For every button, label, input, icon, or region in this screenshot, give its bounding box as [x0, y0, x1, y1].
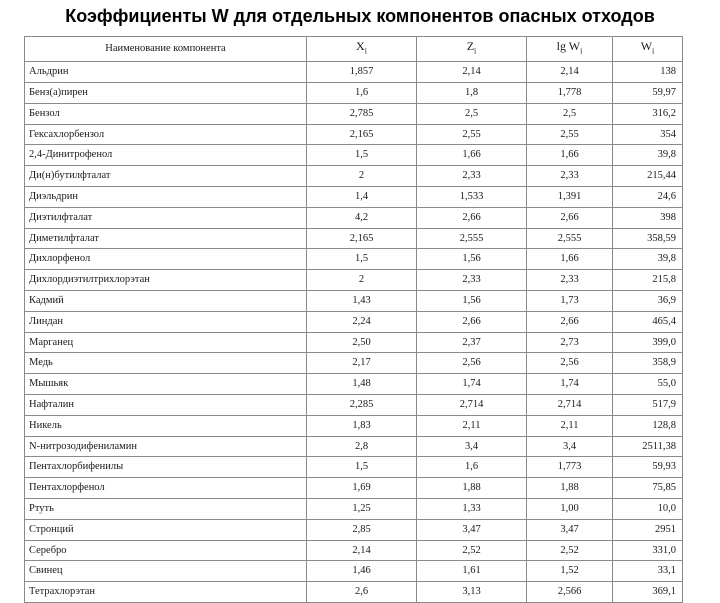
cell-z: 2,52: [417, 540, 527, 561]
table-row: [25, 457, 683, 478]
cell-x: 2,85: [307, 519, 417, 540]
table-row: [25, 290, 683, 311]
cell-w: 358,59: [613, 228, 683, 249]
cell-lgw: 1,00: [527, 498, 613, 519]
table-row: [25, 228, 683, 249]
cell-name: Гексахлорбензол: [25, 124, 307, 145]
cell-w: 55,0: [613, 374, 683, 395]
cell-name: Медь: [25, 353, 307, 374]
coefficients-table: [24, 36, 683, 603]
cell-lgw: 2,566: [527, 582, 613, 603]
cell-lgw: 3,4: [527, 436, 613, 457]
cell-w: 10,0: [613, 498, 683, 519]
cell-w: 24,6: [613, 186, 683, 207]
table-row: [25, 582, 683, 603]
cell-name: Линдан: [25, 311, 307, 332]
cell-name: Пентахлорфенол: [25, 478, 307, 499]
cell-w: 75,85: [613, 478, 683, 499]
cell-x: 2,6: [307, 582, 417, 603]
cell-lgw: 2,14: [527, 62, 613, 83]
cell-w: 59,97: [613, 82, 683, 103]
cell-z: 2,33: [417, 166, 527, 187]
table-row: [25, 270, 683, 291]
table-row: [25, 561, 683, 582]
cell-name: Нафталин: [25, 394, 307, 415]
cell-x: 2,8: [307, 436, 417, 457]
cell-z: 2,14: [417, 62, 527, 83]
cell-x: 1,48: [307, 374, 417, 395]
cell-z: 2,37: [417, 332, 527, 353]
column-header-x: $X_i$: [307, 37, 417, 62]
cell-z: 1,88: [417, 478, 527, 499]
cell-x: 2,50: [307, 332, 417, 353]
cell-name: Тетрахлорэтан: [25, 582, 307, 603]
cell-lgw: 2,714: [527, 394, 613, 415]
cell-lgw: 2,73: [527, 332, 613, 353]
cell-w: 354: [613, 124, 683, 145]
cell-x: 2,165: [307, 228, 417, 249]
cell-w: 2511,38: [613, 436, 683, 457]
table-row: [25, 519, 683, 540]
cell-lgw: 2,55: [527, 124, 613, 145]
cell-x: 1,4: [307, 186, 417, 207]
cell-lgw: 1,66: [527, 249, 613, 270]
cell-w: 398: [613, 207, 683, 228]
cell-lgw: 3,47: [527, 519, 613, 540]
cell-lgw: 1,74: [527, 374, 613, 395]
cell-x: 2,165: [307, 124, 417, 145]
cell-name: Никель: [25, 415, 307, 436]
cell-name: N-нитрозодифениламин: [25, 436, 307, 457]
cell-name: Бензол: [25, 103, 307, 124]
cell-x: 2: [307, 270, 417, 291]
cell-z: 3,47: [417, 519, 527, 540]
cell-name: Стронций: [25, 519, 307, 540]
cell-z: 2,5: [417, 103, 527, 124]
cell-z: 1,8: [417, 82, 527, 103]
column-header-z: $Z_i$: [417, 37, 527, 62]
cell-w: 215,44: [613, 166, 683, 187]
cell-w: 215,8: [613, 270, 683, 291]
cell-w: 33,1: [613, 561, 683, 582]
table-row: [25, 145, 683, 166]
cell-name: Кадмий: [25, 290, 307, 311]
cell-lgw: 1,88: [527, 478, 613, 499]
cell-z: 3,4: [417, 436, 527, 457]
cell-x: 1,69: [307, 478, 417, 499]
table-row: [25, 249, 683, 270]
cell-z: 1,61: [417, 561, 527, 582]
cell-z: 1,56: [417, 290, 527, 311]
cell-w: 465,4: [613, 311, 683, 332]
cell-name: Мышьяк: [25, 374, 307, 395]
cell-name: Диэтилфталат: [25, 207, 307, 228]
cell-lgw: 1,73: [527, 290, 613, 311]
table-row: [25, 540, 683, 561]
cell-lgw: 1,66: [527, 145, 613, 166]
table-row: [25, 374, 683, 395]
cell-lgw: 2,555: [527, 228, 613, 249]
cell-w: 399,0: [613, 332, 683, 353]
cell-x: 1,83: [307, 415, 417, 436]
cell-lgw: 1,391: [527, 186, 613, 207]
cell-x: 1,6: [307, 82, 417, 103]
table-row: [25, 62, 683, 83]
table-row: [25, 166, 683, 187]
cell-x: 1,25: [307, 498, 417, 519]
cell-x: 2,17: [307, 353, 417, 374]
table-row: [25, 394, 683, 415]
cell-lgw: 2,56: [527, 353, 613, 374]
cell-z: 1,66: [417, 145, 527, 166]
cell-z: 2,66: [417, 207, 527, 228]
table-row: [25, 311, 683, 332]
cell-x: 1,43: [307, 290, 417, 311]
cell-w: 138: [613, 62, 683, 83]
table-header-row: [25, 37, 683, 62]
cell-w: 36,9: [613, 290, 683, 311]
column-header-name: Наименование компонента: [25, 37, 307, 62]
cell-name: Марганец: [25, 332, 307, 353]
cell-z: 1,56: [417, 249, 527, 270]
cell-w: 39,8: [613, 145, 683, 166]
cell-name: Ди(н)бутилфталат: [25, 166, 307, 187]
cell-name: Диметилфталат: [25, 228, 307, 249]
table-row: [25, 103, 683, 124]
table-row: [25, 436, 683, 457]
cell-w: 39,8: [613, 249, 683, 270]
cell-x: 4,2: [307, 207, 417, 228]
cell-name: Пентахлорбифенилы: [25, 457, 307, 478]
cell-x: 1,857: [307, 62, 417, 83]
cell-w: 517,9: [613, 394, 683, 415]
cell-lgw: 1,778: [527, 82, 613, 103]
cell-w: 128,8: [613, 415, 683, 436]
cell-lgw: 1,773: [527, 457, 613, 478]
table-row: [25, 186, 683, 207]
cell-lgw: 2,33: [527, 270, 613, 291]
cell-name: Дихлордиэтилтрихлорэтан: [25, 270, 307, 291]
cell-name: 2,4-Динитрофенол: [25, 145, 307, 166]
cell-z: 2,11: [417, 415, 527, 436]
cell-z: 2,66: [417, 311, 527, 332]
cell-z: 2,714: [417, 394, 527, 415]
cell-lgw: 2,52: [527, 540, 613, 561]
column-header-w: $W_i$: [613, 37, 683, 62]
table-row: [25, 498, 683, 519]
cell-lgw: 1,52: [527, 561, 613, 582]
cell-lgw: 2,66: [527, 311, 613, 332]
table-row: [25, 124, 683, 145]
cell-z: 3,13: [417, 582, 527, 603]
cell-lgw: 2,5: [527, 103, 613, 124]
cell-x: 1,46: [307, 561, 417, 582]
page-title: Коэффициенты W для отдельных компонентов опасных отходов: [65, 6, 655, 26]
cell-z: 2,55: [417, 124, 527, 145]
cell-x: 1,5: [307, 145, 417, 166]
cell-z: 2,33: [417, 270, 527, 291]
cell-x: 2,285: [307, 394, 417, 415]
cell-w: 358,9: [613, 353, 683, 374]
cell-name: Диэльдрин: [25, 186, 307, 207]
cell-w: 331,0: [613, 540, 683, 561]
cell-name: Дихлорфенол: [25, 249, 307, 270]
column-header-lgw: $\lg W_i$: [527, 37, 613, 62]
table-row: [25, 478, 683, 499]
cell-w: 59,93: [613, 457, 683, 478]
cell-x: 1,5: [307, 457, 417, 478]
cell-z: 2,555: [417, 228, 527, 249]
cell-z: 1,33: [417, 498, 527, 519]
cell-lgw: 2,66: [527, 207, 613, 228]
table-row: [25, 207, 683, 228]
cell-z: 1,74: [417, 374, 527, 395]
cell-x: 2: [307, 166, 417, 187]
cell-w: 316,2: [613, 103, 683, 124]
table-row: [25, 82, 683, 103]
cell-lgw: 2,33: [527, 166, 613, 187]
cell-x: 1,5: [307, 249, 417, 270]
cell-w: 2951: [613, 519, 683, 540]
cell-z: 1,6: [417, 457, 527, 478]
cell-lgw: 2,11: [527, 415, 613, 436]
cell-name: Альдрин: [25, 62, 307, 83]
cell-name: Свинец: [25, 561, 307, 582]
table-row: [25, 415, 683, 436]
table-row: [25, 353, 683, 374]
cell-z: 2,56: [417, 353, 527, 374]
cell-name: Серебро: [25, 540, 307, 561]
cell-name: Ртуть: [25, 498, 307, 519]
cell-x: 2,14: [307, 540, 417, 561]
table-row: [25, 332, 683, 353]
cell-z: 1,533: [417, 186, 527, 207]
cell-x: 2,785: [307, 103, 417, 124]
cell-name: Бенз(а)пирен: [25, 82, 307, 103]
cell-x: 2,24: [307, 311, 417, 332]
cell-w: 369,1: [613, 582, 683, 603]
